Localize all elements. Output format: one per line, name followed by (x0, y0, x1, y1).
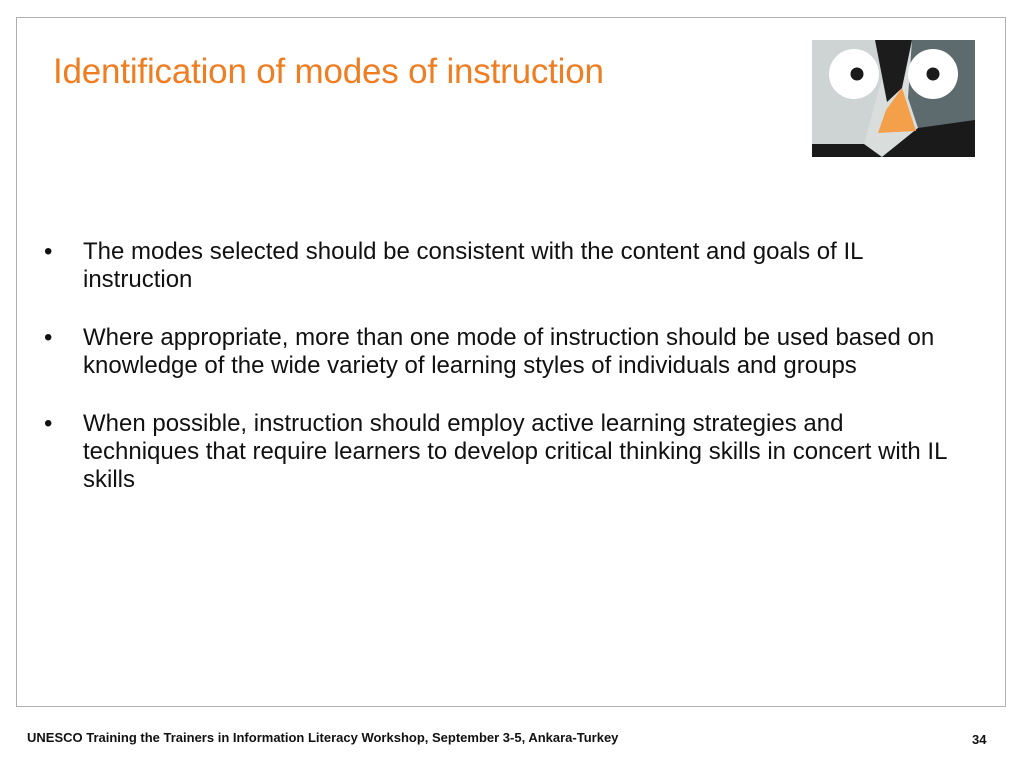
bullet-item (44, 410, 964, 494)
bullet-list (44, 238, 964, 524)
owl-face-logo-icon (812, 40, 975, 157)
bullet-text: The modes selected should be consistent with the content and goals of IL instruction (83, 238, 863, 293)
bullet-text: Where appropriate, more than one mode of instruction should be used based on knowledge of the wide variety of learning styles of individuals and groups (83, 324, 935, 379)
bullet-marker: • (44, 410, 53, 437)
slide-title: Identification of modes of instruction (53, 52, 604, 91)
bullet-item (44, 324, 964, 380)
bullet-marker: • (44, 324, 53, 351)
bullet-text: When possible, instruction should employ active learning strategies and techniques that require learners to develop critical thinking skills in concert with IL skills (83, 410, 947, 493)
bullet-marker: • (44, 238, 53, 265)
page-number: 34 (972, 732, 987, 747)
bullet-item (44, 238, 964, 294)
footer-text: UNESCO Training the Trainers in Information Literacy Workshop, September 3-5, Ankara-Turkey (27, 730, 619, 745)
